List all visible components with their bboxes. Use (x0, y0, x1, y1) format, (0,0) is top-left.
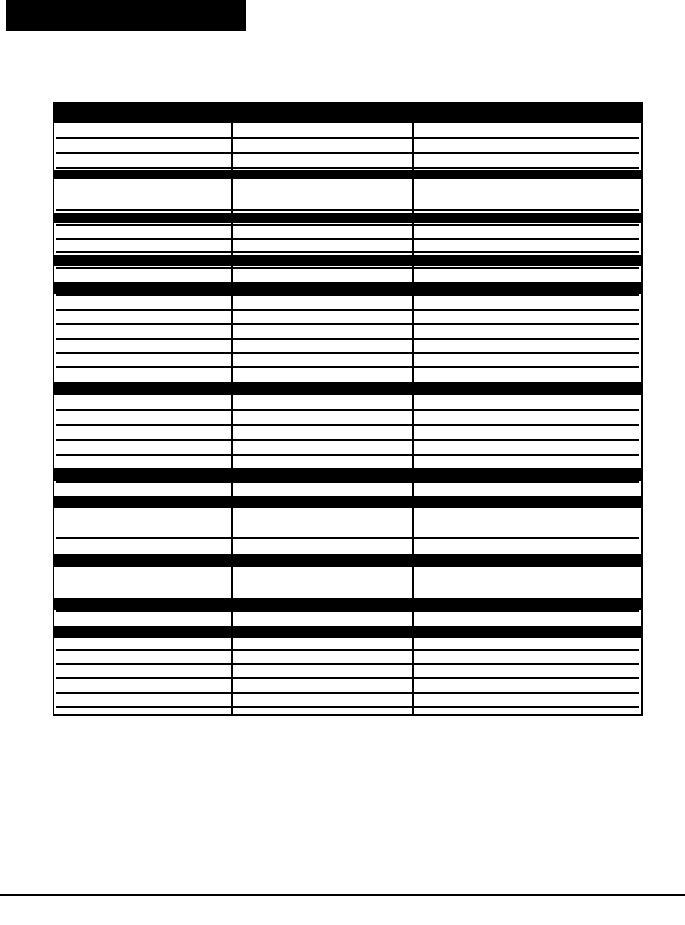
section-band (54, 382, 641, 395)
table-row-rule (56, 481, 639, 483)
table-row-rule (56, 649, 639, 651)
table-row-rule (56, 309, 639, 311)
table-row-rule (56, 424, 639, 426)
table-row-rule (56, 137, 639, 139)
table-row-rule (56, 706, 639, 708)
section-band (54, 468, 641, 481)
table-row-rule (56, 338, 639, 340)
table-row-rule (56, 323, 639, 325)
table-header-row (54, 102, 641, 123)
table-row-rule (56, 238, 639, 240)
table-row-rule (56, 294, 639, 296)
table-row-rule (56, 224, 639, 226)
table-row-rule (56, 439, 639, 441)
table-row-rule (56, 677, 639, 679)
table-row-rule (56, 267, 639, 269)
table-row-rule (56, 366, 639, 368)
section-band (54, 554, 641, 567)
section-band (54, 255, 641, 266)
column-divider-2 (412, 102, 414, 714)
footer-rule (0, 894, 685, 896)
table-row-rule (56, 352, 639, 354)
table-row-rule (56, 692, 639, 694)
table-row-rule (56, 454, 639, 456)
section-band (54, 282, 641, 294)
table-row-rule (56, 152, 639, 154)
table-row-rule (56, 663, 639, 665)
title-block (6, 0, 246, 31)
table-row-rule (56, 409, 639, 411)
section-band (54, 626, 641, 638)
table-row-rule (56, 610, 639, 612)
data-table (53, 102, 643, 716)
column-divider-1 (231, 102, 233, 714)
section-band (54, 496, 641, 508)
section-band (54, 170, 641, 179)
section-band (54, 598, 641, 610)
table-row-rule (56, 167, 639, 169)
table-row-rule (56, 537, 639, 539)
table-row-rule (56, 209, 639, 211)
section-band (54, 213, 641, 223)
table-row-rule (56, 251, 639, 253)
